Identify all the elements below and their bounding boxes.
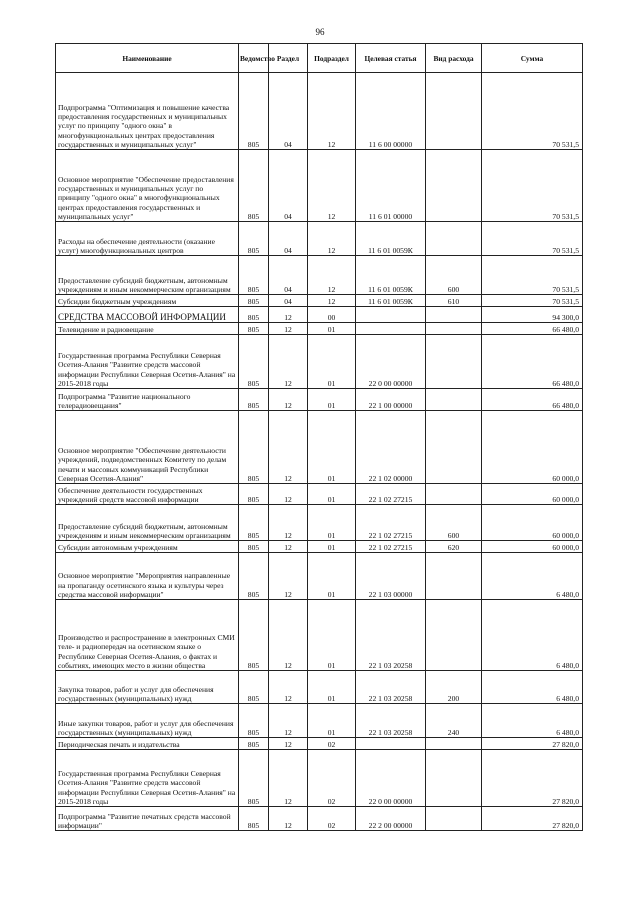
- row-amount: 60 000,0: [482, 541, 583, 553]
- row-name: Предоставление субсидий бюджетным, автономным учреждениям и иным некоммерческим организациям: [56, 256, 239, 295]
- row-section: 12: [269, 553, 308, 600]
- row-name: Расходы на обеспечение деятельности (оказание услуг) многофункциональных центров: [56, 222, 239, 256]
- row-section: 12: [269, 389, 308, 411]
- column-header-subsection: Подраздел: [308, 44, 356, 73]
- row-name: Основное мероприятие "Обеспечение предоставления государственных и муниципальных услуг по принципу "одного окна" в многофункциональных центрах предоставления государственных и муниципальных услуг": [56, 150, 239, 222]
- row-target-article: 22 1 02 27215: [356, 541, 426, 553]
- row-department: 805: [239, 600, 269, 671]
- row-amount: 6 480,0: [482, 553, 583, 600]
- table-row: [56, 73, 583, 150]
- row-target-article: 22 1 03 00000: [356, 553, 426, 600]
- row-subsection: 01: [308, 553, 356, 600]
- row-expense-type: 620: [426, 541, 482, 553]
- row-amount: 60 000,0: [482, 411, 583, 484]
- table-row: [56, 505, 583, 541]
- page-number: 96: [315, 27, 325, 37]
- table-row: [56, 541, 583, 553]
- row-department: 805: [239, 323, 269, 335]
- row-name: Подпрограмма "Оптимизация и повышение качества предоставления государственных и муниципальных услуг по принципу "одного окна" в многофункциональных центрах предоставления государственных и муниципальных услуг": [56, 73, 239, 150]
- row-department: 805: [239, 150, 269, 222]
- column-header-department: Ведомство: [239, 44, 269, 73]
- row-name: Субсидии бюджетным учреждениям: [56, 295, 239, 307]
- row-section: 12: [269, 600, 308, 671]
- table-row: [56, 307, 583, 323]
- row-section: 12: [269, 323, 308, 335]
- row-subsection: 01: [308, 484, 356, 505]
- row-section: 12: [269, 411, 308, 484]
- row-name: Подпрограмма "Развитие печатных средств массовой информации": [56, 807, 239, 831]
- row-name: Основное мероприятие "Мероприятия направленные на пропаганду осетинского языка и культуры через средства массовой информации": [56, 553, 239, 600]
- table-row: [56, 704, 583, 738]
- row-section: 12: [269, 505, 308, 541]
- row-expense-type: [426, 600, 482, 671]
- row-name: Производство и распространение в электронных СМИ теле- и радиопередач на осетинском языке о Республике Северная Осетия-Алания, о фактах и событиях, имеющих место в жизни общества: [56, 600, 239, 671]
- row-amount: 70 531,5: [482, 150, 583, 222]
- table-row: [56, 323, 583, 335]
- row-expense-type: [426, 738, 482, 750]
- row-expense-type: [426, 222, 482, 256]
- row-department: 805: [239, 411, 269, 484]
- row-department: 805: [239, 671, 269, 704]
- row-department: 805: [239, 738, 269, 750]
- row-amount: 27 820,0: [482, 738, 583, 750]
- row-subsection: 12: [308, 73, 356, 150]
- row-expense-type: [426, 553, 482, 600]
- table-header-row: [56, 44, 583, 73]
- row-target-article: 11 6 01 0059К: [356, 295, 426, 307]
- row-subsection: 01: [308, 335, 356, 389]
- row-target-article: 22 1 03 20258: [356, 600, 426, 671]
- table-row: [56, 484, 583, 505]
- table-row: [56, 750, 583, 807]
- row-target-article: 11 6 00 00000: [356, 73, 426, 150]
- row-section: 12: [269, 807, 308, 831]
- table-row: [56, 738, 583, 750]
- column-header-amount: Сумма: [482, 44, 583, 73]
- row-expense-type: [426, 484, 482, 505]
- row-amount: 27 820,0: [482, 807, 583, 831]
- row-subsection: 00: [308, 307, 356, 323]
- row-name: Иные закупки товаров, работ и услуг для обеспечения государственных (муниципальных) нужд: [56, 704, 239, 738]
- row-department: 805: [239, 222, 269, 256]
- row-department: 805: [239, 295, 269, 307]
- row-target-article: 22 1 00 00000: [356, 389, 426, 411]
- row-subsection: 01: [308, 323, 356, 335]
- row-section: 12: [269, 307, 308, 323]
- row-target-article: 11 6 01 0059К: [356, 256, 426, 295]
- row-amount: 70 531,5: [482, 222, 583, 256]
- row-subsection: 01: [308, 704, 356, 738]
- row-target-article: 22 1 03 20258: [356, 704, 426, 738]
- row-target-article: [356, 307, 426, 323]
- row-name: Периодическая печать и издательства: [56, 738, 239, 750]
- row-expense-type: 600: [426, 256, 482, 295]
- row-section: 04: [269, 150, 308, 222]
- table-row: [56, 150, 583, 222]
- row-subsection: 12: [308, 295, 356, 307]
- row-target-article: [356, 738, 426, 750]
- row-name: СРЕДСТВА МАССОВОЙ ИНФОРМАЦИИ: [56, 307, 239, 323]
- table-row: [56, 807, 583, 831]
- row-expense-type: [426, 150, 482, 222]
- row-department: 805: [239, 750, 269, 807]
- column-header-expense-type: Вид расхода: [426, 44, 482, 73]
- row-name: Основное мероприятие "Обеспечение деятельности учреждений, подведомственных Комитету по делам печати и массовых коммуникаций Республики Северная Осетия-Алания": [56, 411, 239, 484]
- row-expense-type: [426, 335, 482, 389]
- row-amount: 66 480,0: [482, 335, 583, 389]
- row-name: Государственная программа Республики Северная Осетия-Алания "Развитие средств массовой информации Республики Северная Осетия-Алания" на 2015-2018 годы: [56, 750, 239, 807]
- row-amount: 6 480,0: [482, 704, 583, 738]
- row-subsection: 12: [308, 150, 356, 222]
- row-department: 805: [239, 704, 269, 738]
- table-row: [56, 335, 583, 389]
- row-target-article: 22 0 00 00000: [356, 335, 426, 389]
- row-department: 805: [239, 505, 269, 541]
- row-target-article: 22 1 02 00000: [356, 411, 426, 484]
- row-amount: 60 000,0: [482, 484, 583, 505]
- row-department: 805: [239, 553, 269, 600]
- row-subsection: 01: [308, 671, 356, 704]
- row-expense-type: [426, 389, 482, 411]
- table-row: [56, 295, 583, 307]
- row-target-article: 22 1 02 27215: [356, 505, 426, 541]
- row-amount: 66 480,0: [482, 389, 583, 411]
- row-subsection: 01: [308, 505, 356, 541]
- row-expense-type: 200: [426, 671, 482, 704]
- table-row: [56, 256, 583, 295]
- row-department: 805: [239, 256, 269, 295]
- table-row: [56, 553, 583, 600]
- row-amount: 70 531,5: [482, 295, 583, 307]
- row-expense-type: 600: [426, 505, 482, 541]
- row-department: 805: [239, 335, 269, 389]
- row-target-article: 22 2 00 00000: [356, 807, 426, 831]
- row-department: 805: [239, 541, 269, 553]
- row-expense-type: [426, 323, 482, 335]
- row-subsection: 02: [308, 807, 356, 831]
- row-name: Обеспечение деятельности государственных учреждений средств массовой информации: [56, 484, 239, 505]
- table-row: [56, 222, 583, 256]
- row-section: 12: [269, 750, 308, 807]
- row-subsection: 01: [308, 541, 356, 553]
- row-section: 12: [269, 335, 308, 389]
- row-name: Государственная программа Республики Северная Осетия-Алания "Развитие средств массовой информации Республики Северная Осетия-Алания" на 2015-2018 годы: [56, 335, 239, 389]
- row-amount: 94 300,0: [482, 307, 583, 323]
- row-expense-type: [426, 807, 482, 831]
- row-expense-type: [426, 307, 482, 323]
- row-subsection: 01: [308, 389, 356, 411]
- row-section: 12: [269, 541, 308, 553]
- row-amount: 27 820,0: [482, 750, 583, 807]
- table-row: [56, 389, 583, 411]
- row-expense-type: 610: [426, 295, 482, 307]
- row-expense-type: 240: [426, 704, 482, 738]
- row-section: 04: [269, 256, 308, 295]
- row-amount: 6 480,0: [482, 600, 583, 671]
- row-department: 805: [239, 807, 269, 831]
- row-name: Субсидии автономным учреждениям: [56, 541, 239, 553]
- row-department: 805: [239, 389, 269, 411]
- row-target-article: 11 6 01 00000: [356, 150, 426, 222]
- row-section: 12: [269, 671, 308, 704]
- row-amount: 60 000,0: [482, 505, 583, 541]
- row-expense-type: [426, 411, 482, 484]
- budget-table: [55, 43, 583, 831]
- row-department: 805: [239, 484, 269, 505]
- row-target-article: 22 0 00 00000: [356, 750, 426, 807]
- row-section: 12: [269, 738, 308, 750]
- row-subsection: 02: [308, 750, 356, 807]
- row-subsection: 12: [308, 256, 356, 295]
- row-target-article: 22 1 03 20258: [356, 671, 426, 704]
- row-name: Телевидение и радиовещание: [56, 323, 239, 335]
- row-subsection: 12: [308, 222, 356, 256]
- row-section: 04: [269, 73, 308, 150]
- row-subsection: 02: [308, 738, 356, 750]
- row-name: Предоставление субсидий бюджетным, автономным учреждениям и иным некоммерческим организациям: [56, 505, 239, 541]
- row-section: 04: [269, 295, 308, 307]
- row-subsection: 01: [308, 600, 356, 671]
- row-department: 805: [239, 307, 269, 323]
- row-name: Закупка товаров, работ и услуг для обеспечения государственных (муниципальных) нужд: [56, 671, 239, 704]
- row-amount: 6 480,0: [482, 671, 583, 704]
- row-amount: 66 480,0: [482, 323, 583, 335]
- table-row: [56, 600, 583, 671]
- table-row: [56, 671, 583, 704]
- column-header-name: Наименование: [56, 44, 239, 73]
- row-amount: 70 531,5: [482, 256, 583, 295]
- row-target-article: 11 6 01 0059К: [356, 222, 426, 256]
- row-expense-type: [426, 73, 482, 150]
- column-header-target-article: Целевая статья: [356, 44, 426, 73]
- row-section: 12: [269, 704, 308, 738]
- row-department: 805: [239, 73, 269, 150]
- row-section: 04: [269, 222, 308, 256]
- row-subsection: 01: [308, 411, 356, 484]
- row-name: Подпрограмма "Развитие национального телерадиовещания": [56, 389, 239, 411]
- column-header-section: Раздел: [269, 44, 308, 73]
- row-section: 12: [269, 484, 308, 505]
- row-expense-type: [426, 750, 482, 807]
- row-target-article: 22 1 02 27215: [356, 484, 426, 505]
- row-amount: 70 531,5: [482, 73, 583, 150]
- table-row: [56, 411, 583, 484]
- row-target-article: [356, 323, 426, 335]
